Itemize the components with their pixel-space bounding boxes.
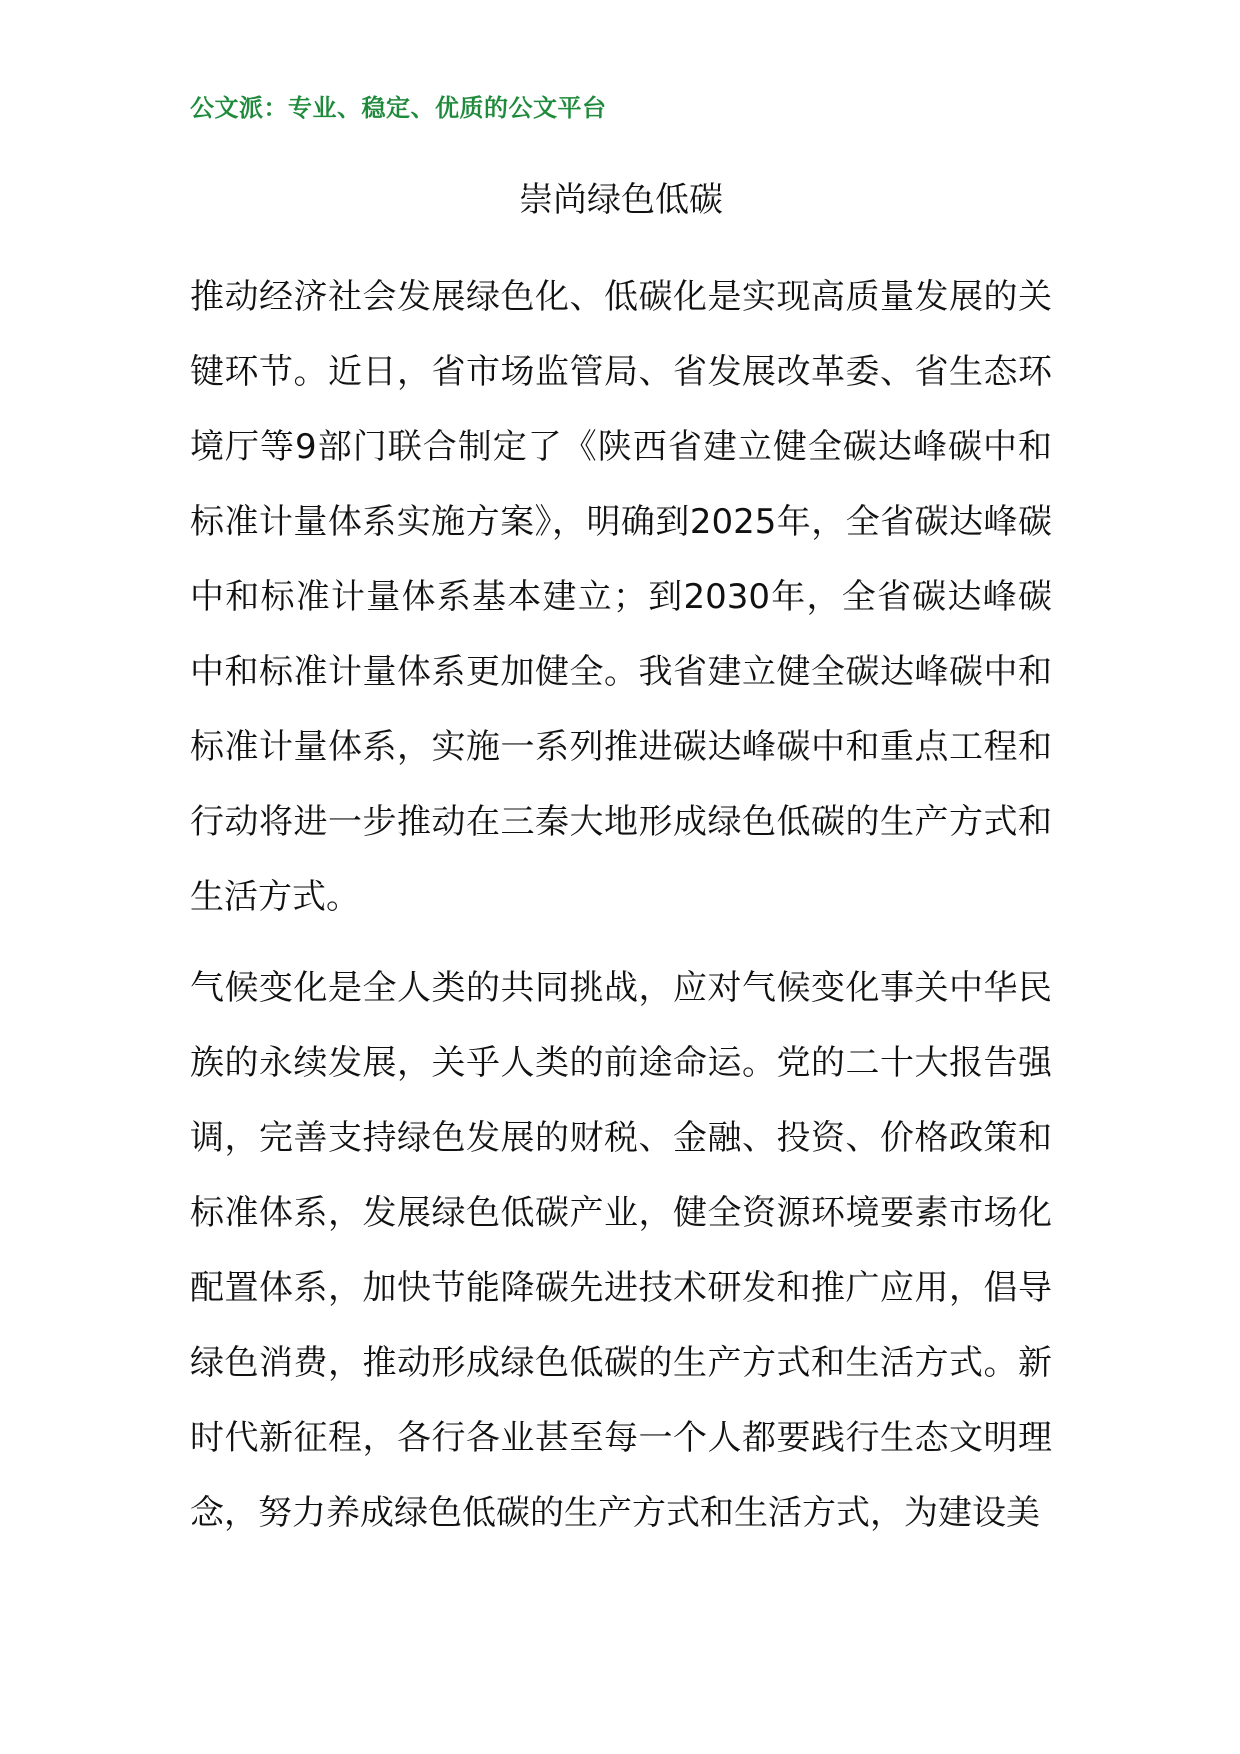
body-paragraph-1: 推动经济社会发展绿色化、低碳化是实现高质量发展的关键环节。近日，省市场监管局、省发展改革委、省生态环境厅等9部门联合制定了《陕西省建立健全碳达峰碳中和标准计量体系实施方案》，明确到2025年，全省碳达峰碳中和标准计量体系基本建立；到2030年，全省碳达峰碳中和标准计量体系更加健全。我省建立健全碳达峰碳中和标准计量体系，实施一系列推进碳达峰碳中和重点工程和行动将进一步推动在三秦大地形成绿色低碳的生产方式和生活方式。: [190, 277, 1052, 917]
document-title: 崇尚绿色低碳: [519, 180, 723, 220]
body-paragraph-2: 气候变化是全人类的共同挑战，应对气候变化事关中华民族的永续发展，关乎人类的前途命运。党的二十大报告强调，完善支持绿色发展的财税、金融、投资、价格政策和标准体系，发展绿色低碳产业，健全资源环境要素市场化配置体系，加快节能降碳先进技术研发和推广应用，倡导绿色消费，推动形成绿色低碳的生产方式和生活方式。新时代新征程，各行各业甚至每一个人都要践行生态文明理念，努力养成绿色低碳的生产方式和生活方式，为建设美: [190, 968, 1052, 1533]
document-body: [190, 260, 1052, 1567]
header-brand-text: 公文派：专业、稳定、优质的公文平台: [190, 94, 607, 122]
